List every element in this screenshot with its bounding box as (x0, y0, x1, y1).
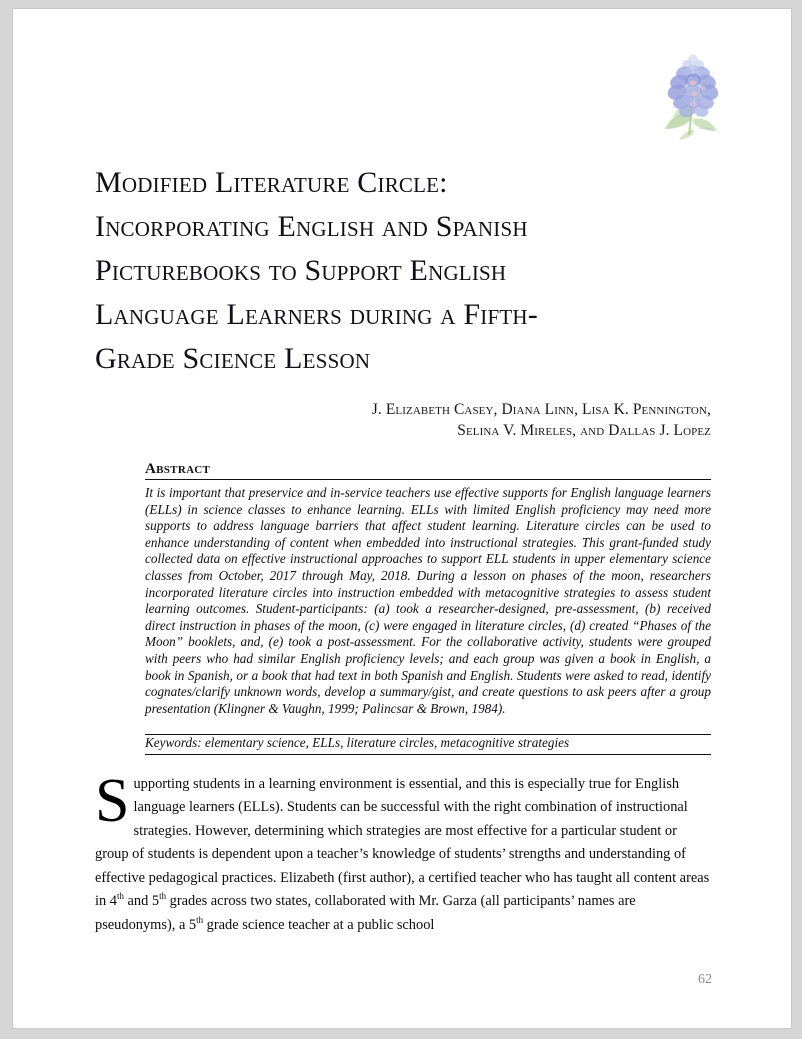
title-line-3: Picturebooks to Support English (95, 254, 507, 287)
author-line-1: J. Elizabeth Casey, Diana Linn, Lisa K. Pennington, (371, 401, 711, 418)
title-line-2: Incorporating English and Spanish (95, 210, 528, 243)
body-part-3: grades across two states, collaborated with Mr. Garza (all participants’ names are pseudonyms), a 5 (95, 893, 636, 933)
body-part-4: grade science teacher at a public school (203, 916, 435, 933)
content-column (95, 9, 711, 937)
drop-cap: S (95, 766, 130, 835)
author-list (95, 381, 711, 441)
document-page (13, 9, 791, 1028)
page-title (95, 9, 711, 381)
ordinal-suffix-2: th (159, 891, 167, 902)
title-line-5: Grade Science Lesson (95, 342, 371, 375)
body-part-2: and 5 (123, 893, 160, 910)
title-line-1: Modified Literature Circle: (95, 166, 448, 199)
abstract-section (145, 461, 711, 755)
ordinal-suffix-3: th (196, 915, 204, 926)
keywords-block (145, 734, 711, 755)
author-line-2: Selina V. Mireles, and Dallas J. Lopez (457, 422, 711, 439)
abstract-text: It is important that preservice and in-service teachers use effective supports for English language learners (ELLs) in science classes to enhance learning. ELLs with limited English proficiency may need more supports to address language barriers that affect student learning. Literature circles can be used to enhance understanding of content when embedded into instructional strategies. This grant-funded study collected data on effective instructional approaches to support ELL students in upper elementary science classes from October, 2017 through May, 2018. During a lesson on phases of the moon, researchers incorporated literature circles into instruction embedded with metacognitive strategies to assess student learning outcomes. Student-participants: (a) took a researcher-designed, pre-assessment, (b) received direct instruction in phases of the moon, (c) were engaged in literature circles, (d) created “Phases of the Moon” booklets, and, (e) took a post-assessment. For the collaborative activity, students were grouped with peers who had similar English proficiency levels; and each group was given a book in English, a book in Spanish, or a book that had text in both Spanish and English. Students were asked to read, identify cognates/clarify unknown words, develop a summary/gist, and create questions to ask peers after a group presentation (Klingner & Vaughn, 1999; Palincsar & Brown, 1984). (145, 485, 711, 716)
ordinal-suffix-1: th (117, 891, 124, 902)
body-part-1: upporting students in a learning environment is essential, and this is especially true for English language learners (ELLs). Students can be successful with the right combination of instructional strategies. However, determining which strategies are most effective for a particular student or group of students is dependent upon a teacher’s knowledge of students’ strengths and understanding of effective pedagogical practices. Elizabeth (first author), a certified teacher who has taught all content areas in 4 (95, 775, 710, 910)
title-line-4: Language Learners during a Fifth- (95, 298, 538, 331)
keywords-text: Keywords: elementary science, ELLs, literature circles, metacognitive strategies (145, 735, 570, 751)
body-paragraph (95, 755, 711, 938)
page-number: 62 (698, 972, 712, 987)
abstract-heading: Abstract (145, 461, 211, 477)
